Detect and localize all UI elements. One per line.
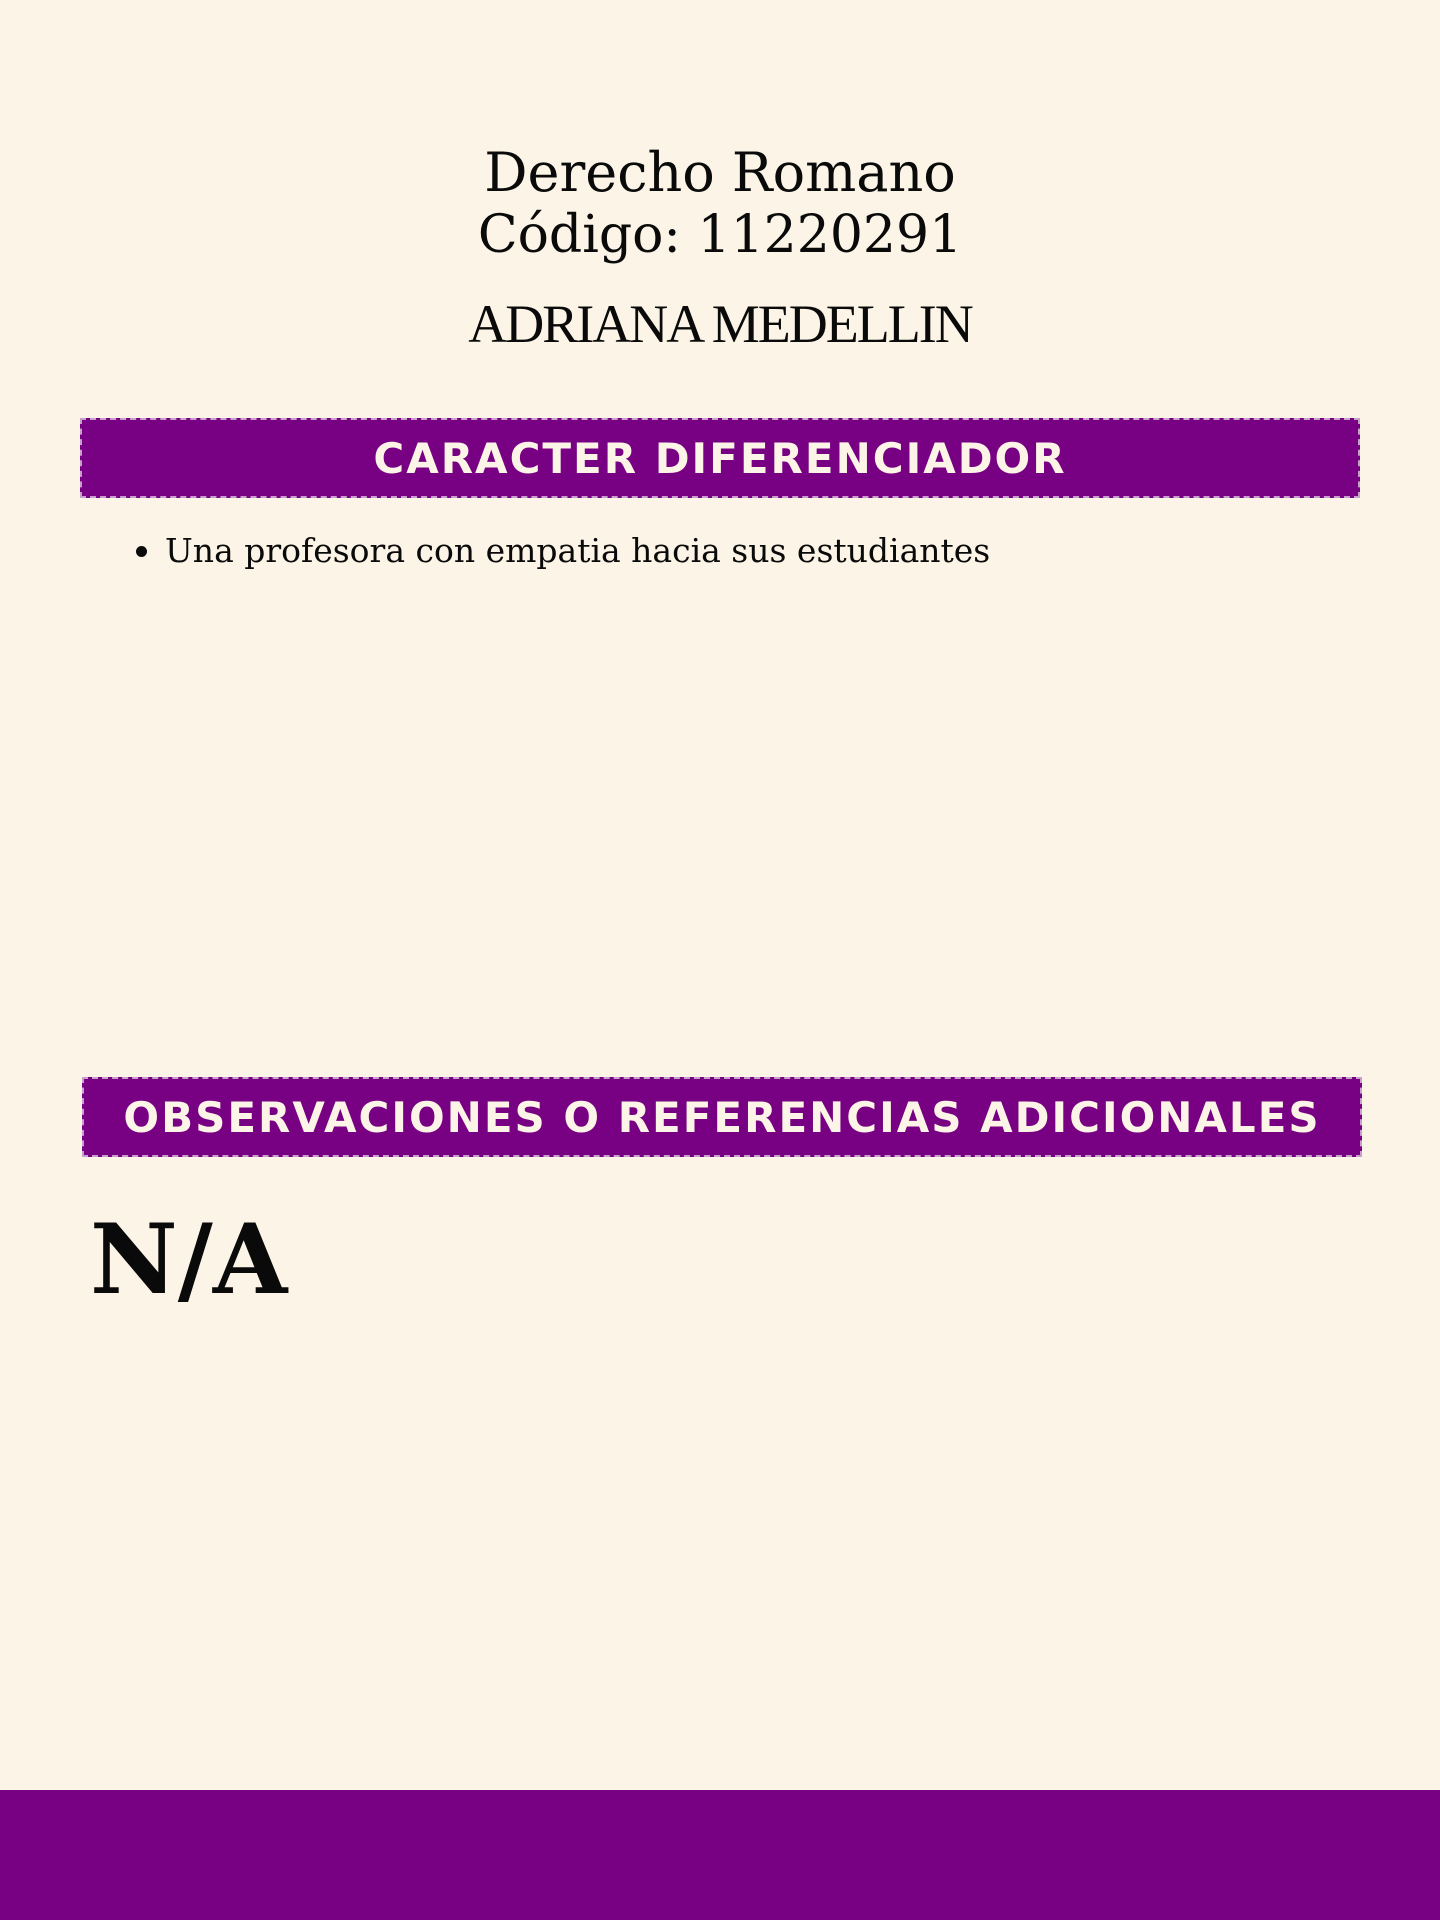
professor-name: ADRIANA MEDELLIN [468,294,972,354]
caracter-list [136,524,990,578]
bullet-icon [136,546,147,557]
list-item-text: Una profesora con empatia hacia sus estudiantes [165,531,991,570]
section-heading-label: OBSERVACIONES O REFERENCIAS ADICIONALES [123,1092,1321,1142]
course-code: Código: 11220291 [477,205,963,265]
observaciones-value: N/A [90,1203,288,1316]
section-heading-observaciones [82,1077,1362,1157]
list-item [136,524,990,578]
footer-bar [0,1790,1440,1920]
section-heading-label: CARACTER DIFERENCIADOR [373,433,1067,483]
course-title: Derecho Romano [484,141,956,204]
section-heading-caracter-diferenciador [80,418,1360,498]
